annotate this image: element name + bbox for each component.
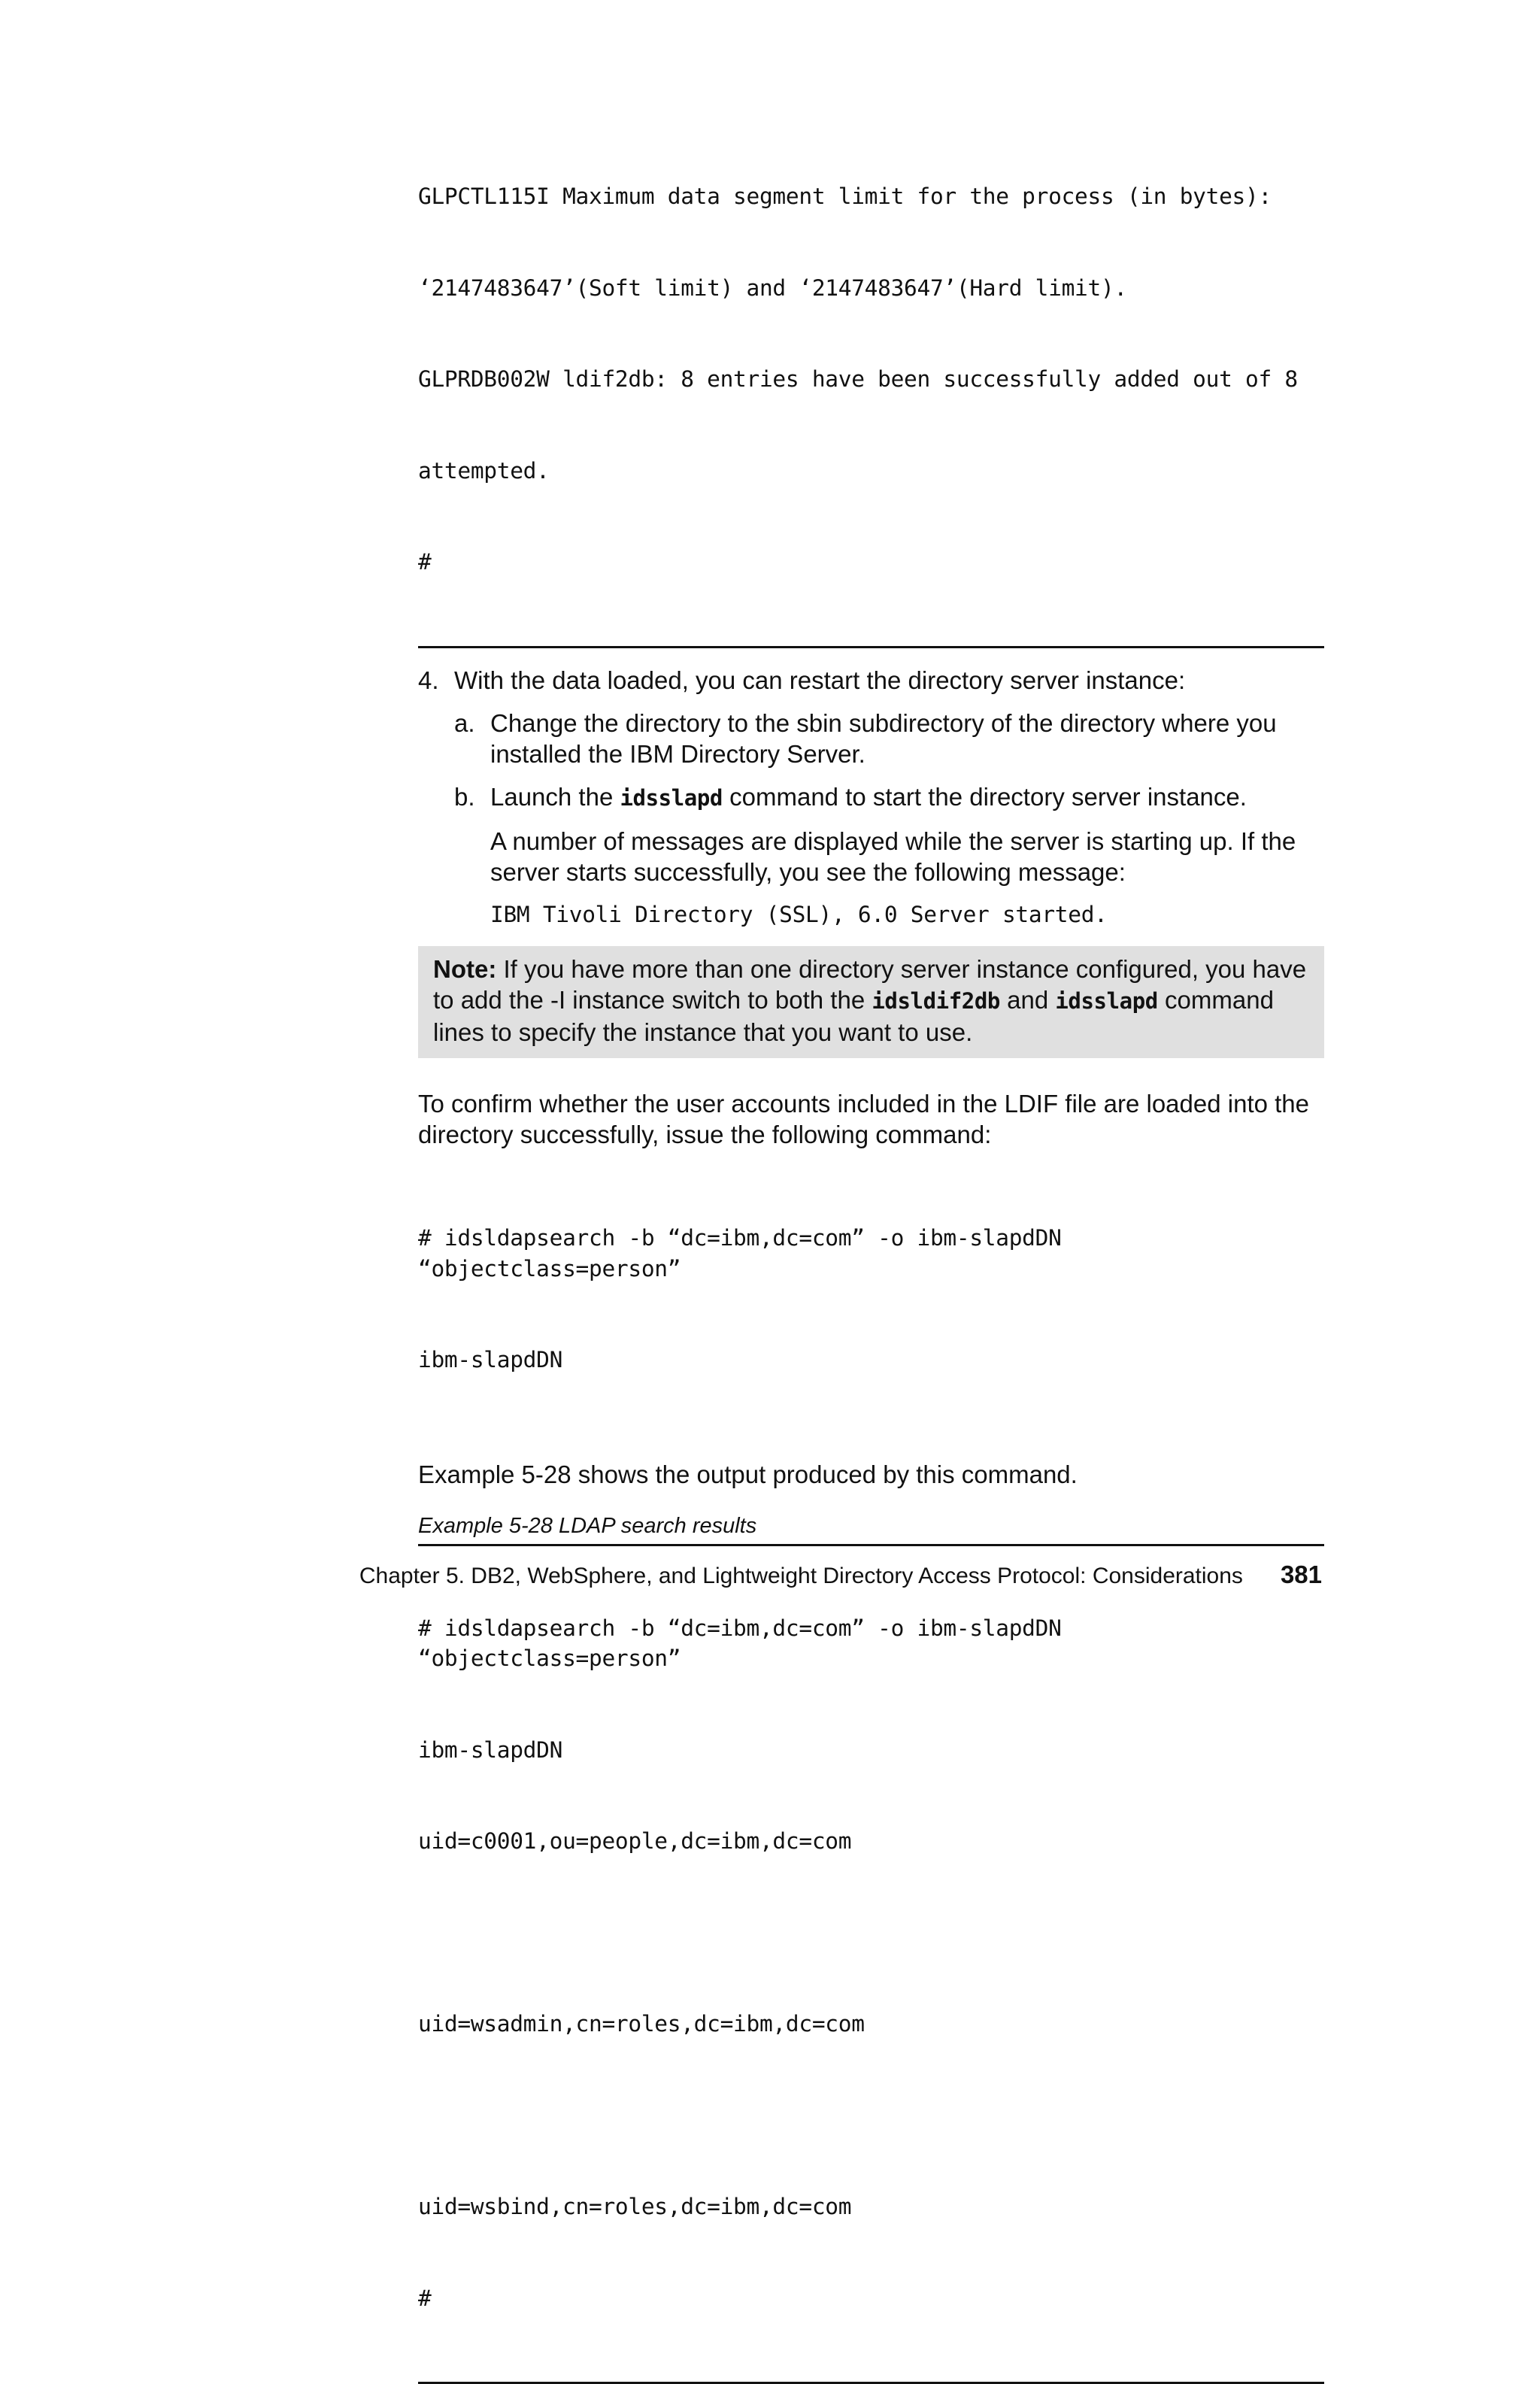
step-text: With the data loaded, you can restart the directory server instance: [454, 666, 1186, 694]
example-ref-paragraph: Example 5-28 shows the output produced by this command. [418, 1460, 1078, 1488]
top-code-block [418, 120, 1324, 638]
step-4b [454, 781, 1324, 814]
note-text: command lines to specify the instance that you want to use. [433, 986, 1274, 1046]
step-4a [454, 708, 1324, 769]
code-line [418, 1918, 1324, 1949]
code-line: attempted. [418, 457, 550, 484]
example-code-block [418, 1552, 1324, 2375]
substep-text-after: command to start the directory server instance. [722, 782, 1247, 811]
example-top-rule [418, 1544, 1324, 1546]
note-label: Note: [433, 955, 497, 983]
code-line: uid=wsadmin,cn=roles,dc=ibm,dc=com [418, 2011, 865, 2037]
code-line: # idsldapsearch -b “dc=ibm,dc=com” -o ibm-slapdDN “objectclass=person” [418, 1615, 1075, 1671]
startup-message: IBM Tivoli Directory (SSL), 6.0 Server started. [490, 901, 1108, 927]
example-caption: Example 5-28 LDAP search results [418, 1513, 757, 1538]
command-name: idsldif2db [872, 988, 1000, 1014]
step-number: 4. [418, 666, 439, 694]
substep-text [490, 781, 1324, 814]
code-bottom-rule [418, 646, 1324, 648]
confirm-paragraph: To confirm whether the user accounts included in the LDIF file are loaded into the directory successfully, issue the following command: [418, 1090, 1310, 1148]
note-text: If you have more than one directory server instance configured, you have to add the -I instance switch to both the [433, 955, 1307, 1014]
startup-paragraph: A number of messages are displayed while the server is starting up. If the server starts successfully, you see the following message: [490, 827, 1296, 886]
page-number: 381 [1280, 1561, 1322, 1588]
code-line: GLPCTL115I Maximum data segment limit for the process (in bytes): [418, 184, 1272, 209]
code-line: # [418, 549, 432, 575]
command-name: idsslapd [1055, 988, 1158, 1014]
code-line: GLPRDB002W ldif2db: 8 entries have been successfully added out of 8 [418, 366, 1298, 392]
search-command-block [418, 1162, 1324, 1436]
code-line: uid=wsbind,cn=roles,dc=ibm,dc=com [418, 2194, 852, 2219]
page-footer [344, 1560, 1322, 1591]
page-content [418, 120, 1324, 2384]
substep-letter: a. [454, 708, 475, 737]
code-line: # idsldapsearch -b “dc=ibm,dc=com” -o ibm-slapdDN “objectclass=person” [418, 1225, 1075, 1281]
note-box [418, 946, 1324, 1058]
note-text: and [999, 986, 1056, 1014]
code-line: uid=c0001,ou=people,dc=ibm,dc=com [418, 1828, 852, 1854]
code-line: ‘2147483647’(Soft limit) and ‘2147483647’(Hard limit). [418, 274, 1127, 301]
step-4 [418, 665, 1324, 696]
code-line: # [418, 2285, 432, 2311]
code-line: ibm-slapdDN [418, 1736, 563, 1763]
chapter-title: Chapter 5. DB2, WebSphere, and Lightweight Directory Access Protocol: Considerations [359, 1564, 1243, 1588]
substep-text-before: Launch the [490, 782, 620, 811]
code-line: ibm-slapdDN [418, 1347, 563, 1372]
substep-letter: b. [454, 782, 475, 811]
code-line [418, 2100, 1324, 2131]
command-name: idsslapd [620, 784, 723, 811]
substep-text: Change the directory to the sbin subdirectory of the directory where you installed the IBM Directory Server. [490, 708, 1277, 768]
